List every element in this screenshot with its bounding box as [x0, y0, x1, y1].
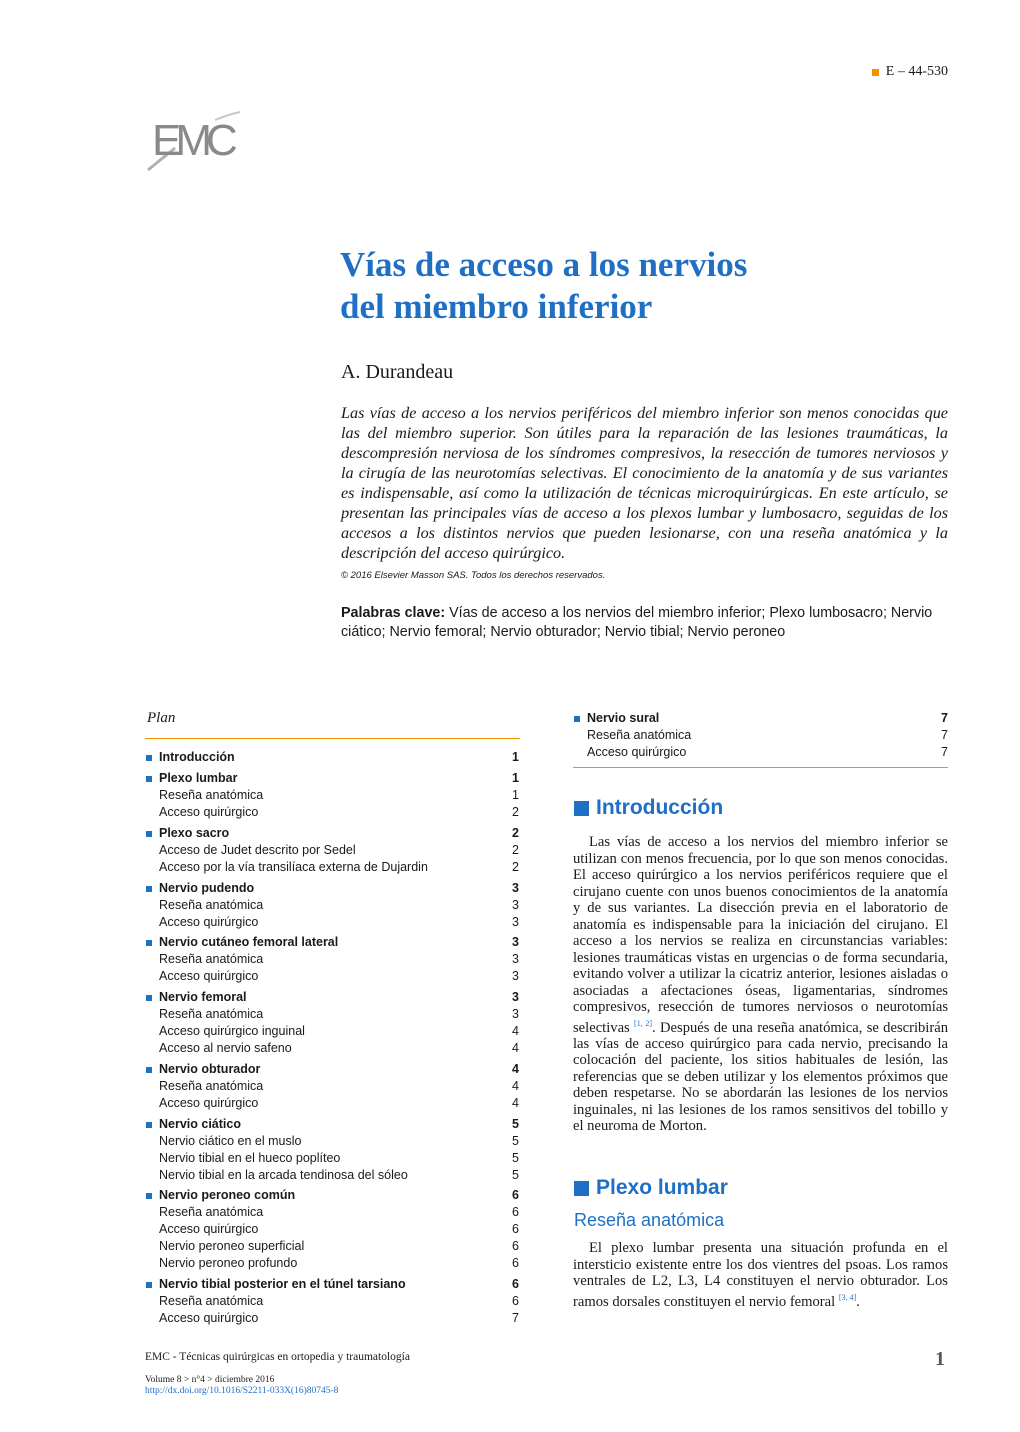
toc-entry-page: 4 — [512, 1041, 519, 1055]
toc-entry-page: 4 — [512, 1095, 519, 1110]
toc-entry[interactable] — [159, 952, 519, 966]
plan-title: Plan — [147, 710, 176, 726]
toc-entry-label: Reseña anatómica — [159, 952, 264, 967]
toc-entry-label: Nervio pudendo — [159, 880, 255, 895]
toc-bullet-icon — [146, 1067, 152, 1073]
toc-entry[interactable] — [159, 935, 519, 949]
document-code — [872, 64, 948, 80]
toc-entry-page: 1 — [512, 771, 519, 785]
toc-bullet-icon — [146, 940, 152, 946]
toc-entry[interactable] — [159, 771, 519, 785]
toc-entry-page: 7 — [941, 728, 948, 742]
plan-divider — [145, 738, 520, 739]
toc-entry-label: Nervio sural — [587, 711, 660, 725]
toc-entry[interactable] — [159, 1151, 519, 1165]
toc-entry[interactable] — [159, 1311, 519, 1325]
toc-entry[interactable] — [159, 805, 519, 819]
toc-entry-page: 1 — [512, 788, 519, 802]
title-line-1: Vías de acceso a los nervios — [340, 245, 748, 284]
toc-bullet-icon — [146, 776, 152, 782]
toc-bullet-icon — [146, 1282, 152, 1288]
section-heading-introduccion — [574, 796, 723, 820]
author: A. Durandeau — [341, 361, 454, 383]
plexo-reference[interactable]: [3, 4] — [838, 1292, 857, 1302]
toc-entry[interactable] — [159, 1294, 519, 1308]
toc-entry-label: Reseña anatómica — [587, 728, 692, 742]
emc-logo-text: EMC — [152, 116, 232, 165]
plexo-paragraph — [573, 1240, 948, 1310]
toc-entry[interactable] — [159, 1277, 519, 1291]
section-square-icon — [574, 801, 589, 816]
toc-entry-label: Nervio obturador — [159, 1061, 261, 1076]
toc-entry-label: Acceso quirúrgico — [159, 1095, 259, 1110]
toc-entry[interactable] — [159, 843, 519, 857]
toc-entry[interactable] — [159, 1168, 519, 1182]
toc-entry[interactable] — [159, 826, 519, 840]
toc-entry-page: 6 — [512, 1239, 519, 1254]
toc-bullet-icon — [146, 1193, 152, 1199]
toc-entry[interactable] — [159, 1134, 519, 1148]
toc-entry[interactable] — [159, 1007, 519, 1021]
toc-entry-page: 6 — [512, 1222, 519, 1237]
plexo-text-a: El plexo lumbar presenta una situación profunda en el intersticio existente entre los dos vientres del psoas. Los ramos ventrales de L2, L3, L4 constituyen el nervio obturador. Los ramos dorsales constituyen el nervio femoral — [573, 1240, 948, 1310]
toc-entry-label: Acceso quirúrgico inguinal — [159, 1024, 305, 1039]
keywords — [341, 604, 948, 642]
footer-doi-link[interactable]: http://dx.doi.org/10.1016/S2211-033X(16)80745-8 — [145, 1386, 339, 1396]
toc-entry-page: 2 — [512, 842, 519, 857]
section-square-icon — [574, 1181, 589, 1196]
toc-entry-page: 7 — [941, 744, 948, 759]
toc-entry[interactable] — [159, 1256, 519, 1270]
toc-entry-page: 3 — [512, 935, 519, 950]
toc-entry[interactable] — [159, 881, 519, 895]
toc-entry-page: 3 — [512, 952, 519, 967]
toc-entry-page: 6 — [512, 1188, 519, 1203]
intro-reference[interactable]: [1, 2] — [634, 1018, 653, 1028]
orange-square-icon — [872, 69, 879, 76]
toc-entry-label: Acceso quirúrgico — [159, 804, 259, 819]
toc-entry-page: 3 — [512, 969, 519, 984]
toc-entry-page: 6 — [512, 1205, 519, 1220]
page-number: 1 — [935, 1348, 945, 1370]
toc-entry-label: Acceso por la vía transilíaca externa de Dujardin — [159, 859, 428, 874]
toc-entry[interactable] — [159, 1024, 519, 1038]
toc-entry-page: 5 — [512, 1116, 519, 1131]
toc-entry[interactable] — [159, 898, 519, 912]
toc-entry-label: Nervio peroneo profundo — [159, 1256, 298, 1271]
toc-entry-label: Introducción — [159, 750, 235, 764]
toc-entry[interactable] — [587, 711, 948, 725]
toc-entry-page: 6 — [512, 1256, 519, 1271]
section-heading-plexo-lumbar — [574, 1176, 728, 1200]
section-heading-text: Plexo lumbar — [596, 1176, 728, 1199]
intro-text-a: Las vías de acceso a los nervios del miembro inferior se utilizan con menos frecuencia, por lo que son menos conocidas. El acceso quirúrgico a los nervios periféricos requiere que el cirujano cuente con unos buenos conocimientos de la anatomía y de sus variantes. La disección previa en el laboratorio de anatomía es indispensable para la iniciación del cirujano. El acceso a los nervios se realiza en circunstancias variables: lesiones traumáticas vistas en urgencias o de forma secundaria, evitando volver a utilizar la cicatriz anterior, lesiones aisladas o asociadas a afectaciones óseas, ligamentarias, síndromes compresivos, resección de tumores nerviosos o neurotomías selectivas — [573, 834, 948, 1036]
document-code-text: E – 44-530 — [885, 64, 948, 79]
toc-entry[interactable] — [159, 1041, 519, 1055]
toc-entry-page: 5 — [512, 1150, 519, 1165]
toc-bullet-icon — [146, 886, 152, 892]
toc-entry-page: 7 — [512, 1310, 519, 1325]
intro-paragraph — [573, 834, 948, 1135]
copyright: © 2016 Elsevier Masson SAS. Todos los derechos reservados. — [341, 570, 606, 581]
toc-entry-label: Acceso quirúrgico — [159, 914, 259, 929]
toc-entry[interactable] — [159, 860, 519, 874]
toc-entry[interactable] — [159, 1117, 519, 1131]
toc-entry-label: Acceso quirúrgico — [587, 744, 687, 759]
toc-entry-label: Reseña anatómica — [159, 897, 264, 912]
toc-entry-label: Nervio peroneo superficial — [159, 1239, 305, 1254]
toc-entry[interactable] — [159, 1205, 519, 1219]
toc-entry-label: Nervio ciático — [159, 1116, 241, 1131]
toc-entry-page: 2 — [512, 804, 519, 819]
toc-entry[interactable] — [587, 745, 948, 759]
emc-logo — [140, 100, 245, 175]
toc-entry-page: 6 — [512, 1277, 519, 1291]
toc-bullet-icon — [146, 1122, 152, 1128]
toc-entry-label: Reseña anatómica — [159, 1205, 264, 1220]
intro-text-b: . Después de una reseña anatómica, se describirán las vías de acceso quirúrgico para cada nervio, precisando la colocación del paciente, los sitios habituales de lesión, las referencias que se deben utilizar y los elementos próximos que deben respetarse. No se abordarán las lesiones de los nervios inguinales, ni las lesiones de los ramos sensitivos del tobillo y el neuroma de Morton. — [573, 1019, 949, 1135]
section-heading-text: Introducción — [596, 796, 724, 819]
toc-entry-label: Acceso quirúrgico — [159, 1310, 259, 1325]
toc-bullet-icon — [574, 716, 580, 722]
footer-journal: EMC - Técnicas quirúrgicas en ortopedia y traumatología — [145, 1351, 410, 1363]
title-line-2: del miembro inferior — [340, 287, 653, 326]
toc-entry-label: Reseña anatómica — [159, 1078, 264, 1093]
toc-entry[interactable] — [159, 915, 519, 929]
toc-bullet-icon — [146, 755, 152, 761]
toc-entry[interactable] — [159, 1222, 519, 1236]
toc-entry-page: 6 — [512, 1294, 519, 1308]
toc-entry-label: Plexo sacro — [159, 825, 230, 840]
toc-entry-label: Reseña anatómica — [159, 788, 264, 802]
toc-entry-label: Reseña anatómica — [159, 1294, 264, 1308]
toc-entry-page: 3 — [512, 880, 519, 895]
toc-entry[interactable] — [159, 1062, 519, 1076]
abstract: Las vías de acceso a los nervios periféricos del miembro inferior son menos conocidas que las del miembro superior. Son útiles para la reparación de las lesiones traumáticas, la descompresión nerviosa de los síndromes compresivos, la resección de tumores nerviosos y la cirugía de las neurotomías selectivas. El conocimiento de la anatomía y de sus variantes es indispensable, así como la utilización de técnicas microquirúrgicas. En este artículo, se presentan las principales vías de acceso a los plexos lumbar y lumbosacro, seguidas de los accesos a los distintos nervios que pueden lesionarse, con una reseña anatómica y la descripción del acceso quirúrgico. — [341, 404, 948, 562]
toc-entry[interactable] — [587, 728, 948, 742]
toc-entry[interactable] — [159, 1239, 519, 1253]
article-title — [340, 244, 960, 328]
toc-entry-label: Acceso de Judet descrito por Sedel — [159, 842, 356, 857]
toc-entry-page: 4 — [512, 1024, 519, 1039]
toc-entry-page: 2 — [512, 825, 519, 840]
toc-bullet-icon — [146, 831, 152, 837]
toc-entry-label: Plexo lumbar — [159, 771, 238, 785]
keywords-text: Vías de acceso a los nervios del miembro inferior; Plexo lumbosacro; Nervio ciático; Nervio femoral; Nervio obturador; Nervio tibial; Nervio peroneo — [341, 605, 933, 640]
toc-right-divider — [573, 767, 948, 768]
subsection-heading-resena: Reseña anatómica — [574, 1210, 725, 1230]
toc-entry-page: 7 — [941, 711, 948, 725]
toc-entry-label: Reseña anatómica — [159, 1007, 264, 1022]
toc-entry[interactable] — [159, 1188, 519, 1202]
toc-entry-label: Acceso al nervio safeno — [159, 1041, 292, 1055]
toc-entry[interactable] — [159, 788, 519, 802]
toc-entry-page: 1 — [512, 750, 519, 764]
toc-entry-label: Nervio peroneo común — [159, 1188, 296, 1203]
toc-entry-page: 4 — [512, 1078, 519, 1093]
toc-entry-label: Acceso quirúrgico — [159, 969, 259, 984]
toc-entry-label: Nervio ciático en el muslo — [159, 1133, 302, 1148]
toc-entry-page: 3 — [512, 914, 519, 929]
plexo-text-b: . — [856, 1293, 860, 1310]
toc-entry-label: Nervio tibial en el hueco poplíteo — [159, 1150, 341, 1165]
toc-entry[interactable] — [159, 1079, 519, 1093]
toc-entry-page: 4 — [512, 1061, 519, 1076]
toc-entry-label: Acceso quirúrgico — [159, 1222, 259, 1237]
toc-entry-page: 5 — [512, 1133, 519, 1148]
footer-volume: Volume 8 > n°4 > diciembre 2016 — [145, 1375, 275, 1385]
toc-entry[interactable] — [159, 990, 519, 1004]
toc-entry-page: 3 — [512, 1007, 519, 1022]
toc-entry-page: 3 — [512, 897, 519, 912]
toc-bullet-icon — [146, 995, 152, 1001]
toc-entry-page: 3 — [512, 990, 519, 1005]
toc-entry-page: 2 — [512, 859, 519, 874]
toc-entry[interactable] — [159, 969, 519, 983]
toc-entry-label: Nervio cutáneo femoral lateral — [159, 935, 339, 950]
toc-entry-page: 5 — [512, 1167, 519, 1182]
toc-entry-label: Nervio tibial en la arcada tendinosa del sóleo — [159, 1167, 408, 1182]
keywords-label: Palabras clave: — [341, 605, 446, 621]
toc-entry-label: Nervio femoral — [159, 990, 247, 1005]
toc-entry[interactable] — [159, 1096, 519, 1110]
toc-entry[interactable] — [159, 750, 519, 764]
toc-entry-label: Nervio tibial posterior en el túnel tarsiano — [159, 1277, 406, 1291]
